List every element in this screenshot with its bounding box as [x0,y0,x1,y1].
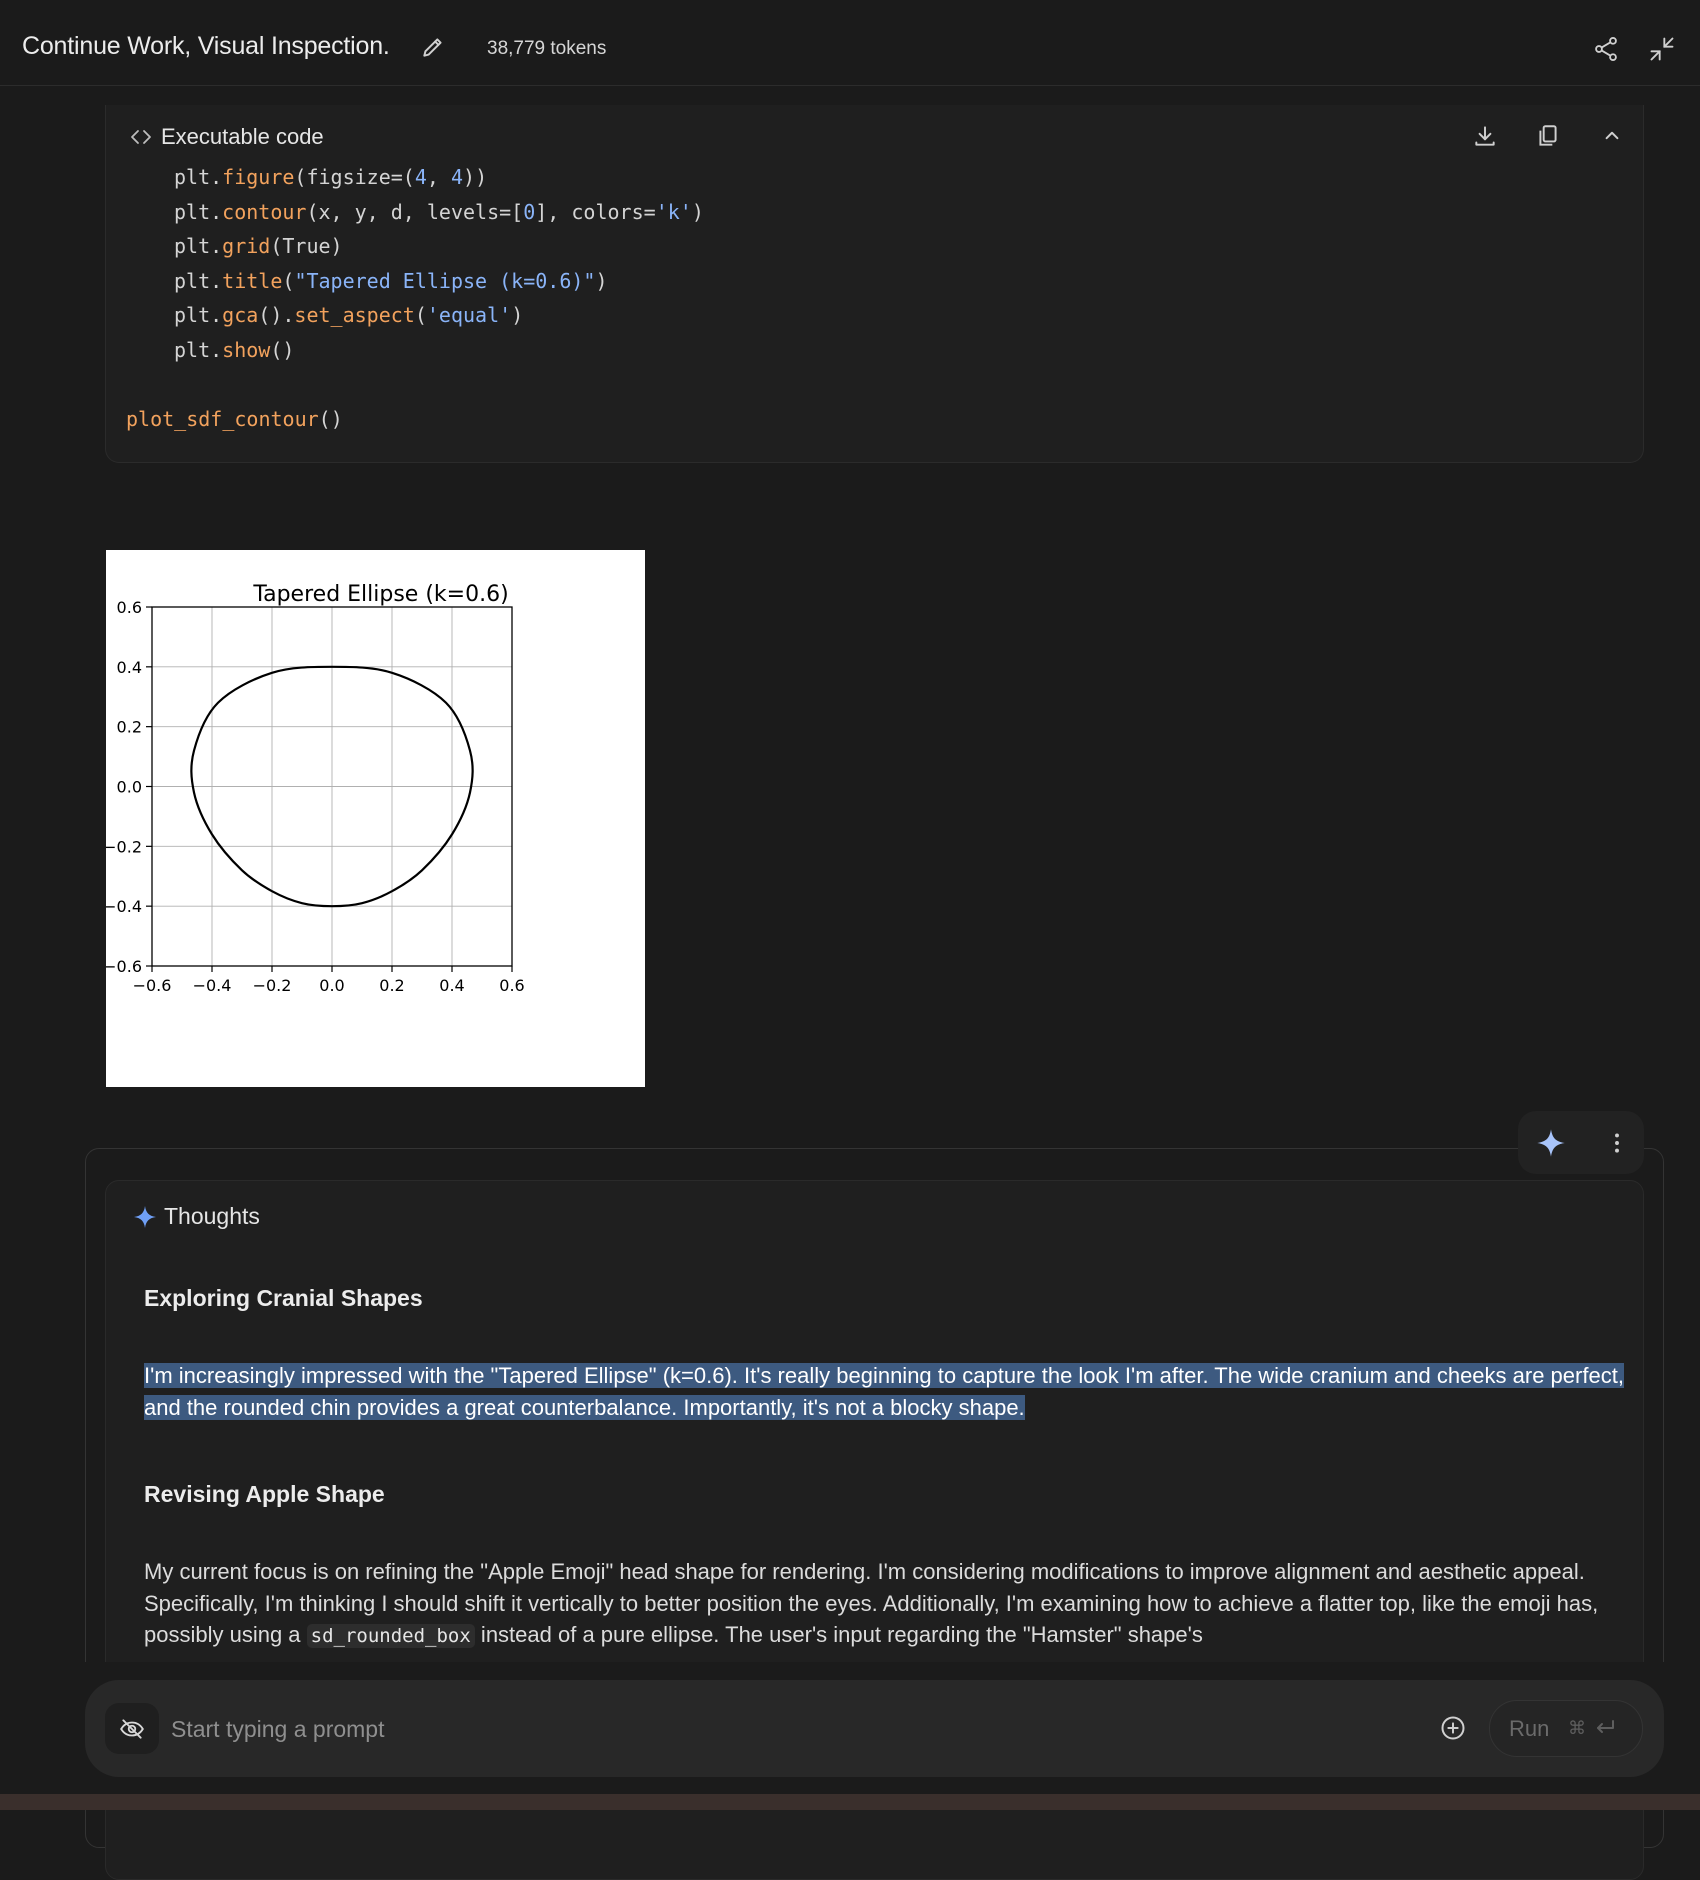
token-count: 38,779 tokens [487,38,607,59]
more-vertical-icon[interactable] [1604,1129,1630,1157]
paragraph-text: instead of a pure ellipse. The user's input regarding the "Hamster" shape's [474,1622,1203,1647]
command-key-glyph: ⌘ [1568,1718,1586,1738]
code-line: plt.contour(x, y, d, levels=[0], colors='k') [174,199,704,224]
page-title: Continue Work, Visual Inspection. [22,32,390,60]
thought-heading: Revising Apple Shape [144,1481,385,1507]
copy-icon[interactable] [1535,123,1561,149]
plot-output [106,550,645,1087]
window-edge [0,1794,1700,1810]
y-tick-label: 0.6 [116,598,142,617]
y-tick-label: −0.4 [106,897,142,917]
run-label: Run [1509,1716,1550,1741]
code-line: plt.figure(figsize=(4, 4)) [174,165,488,189]
thoughts-toggle[interactable]: Thoughts [164,1203,260,1229]
thought-paragraph [144,1360,1624,1423]
paragraph-text: My current focus is on refining the "Apple Emoji" head shape for rendering. I'm considering modifications to improve alignment and aesthetic appeal. Specifically, I'm thinking I should shift it vertically to better position the eyes. Additionally, I'm examining how to achieve a flatter top, like the emoji has, possibly using a [144,1559,1599,1647]
x-tick-label: 0.6 [499,976,525,995]
code-line [126,368,704,403]
eye-off-icon [119,1716,145,1742]
y-tick-label: −0.2 [106,837,142,857]
code-line: plt.gca().set_aspect('equal') [174,303,524,328]
y-tick-label: −0.6 [106,957,142,976]
code-block [105,105,1644,463]
edit-title-icon[interactable] [420,34,446,60]
code-line: plt.show() [174,337,295,362]
y-tick-label: 0.0 [116,777,142,797]
x-tick-label: 0.4 [439,976,465,995]
add-circle-icon[interactable] [1439,1714,1467,1742]
sparkle-action-icon[interactable] [1536,1128,1566,1158]
code-brackets-icon [128,125,154,149]
x-tick-label: −0.4 [192,976,232,995]
x-tick-label: 0.2 [379,976,405,995]
prompt-bar [85,1680,1664,1777]
thought-heading: Exploring Cranial Shapes [144,1285,423,1311]
collapse-icon[interactable] [1648,35,1676,63]
x-tick-label: −0.2 [252,976,292,995]
code-block-label: Executable code [161,124,324,149]
visibility-toggle-button[interactable] [105,1703,159,1754]
inline-code: sd_rounded_box [307,1624,475,1648]
code-content[interactable] [126,160,704,437]
enter-key-icon [1592,1716,1618,1740]
download-icon[interactable] [1472,123,1498,149]
top-bar [0,0,1700,86]
chevron-up-icon[interactable] [1599,123,1625,149]
x-tick-label: −0.6 [132,976,172,995]
chart-title: Tapered Ellipse (k=0.6) [253,582,509,607]
y-tick-label: 0.4 [116,657,142,677]
code-line: plt.grid(True) [174,234,343,259]
code-line: plot_sdf_contour() [126,407,343,432]
share-icon[interactable] [1592,35,1620,63]
selected-text[interactable]: I'm increasingly impressed with the "Tapered Ellipse" (k=0.6). It's really beginning to capture the look I'm after. The wide cranium and cheeks are perfect, and the rounded chin provides a great counterbalance. Importantly, it's not a blocky shape. [144,1363,1624,1420]
run-button[interactable] [1489,1700,1643,1757]
response-actions [1518,1111,1644,1174]
y-tick-label: 0.2 [116,717,142,737]
prompt-input[interactable] [169,1706,1373,1752]
x-tick-label: 0.0 [319,976,345,995]
contour-chart [106,550,645,1087]
thought-paragraph [144,1556,1624,1653]
code-line: plt.title("Tapered Ellipse (k=0.6)") [174,268,608,293]
sparkle-icon [133,1205,157,1229]
